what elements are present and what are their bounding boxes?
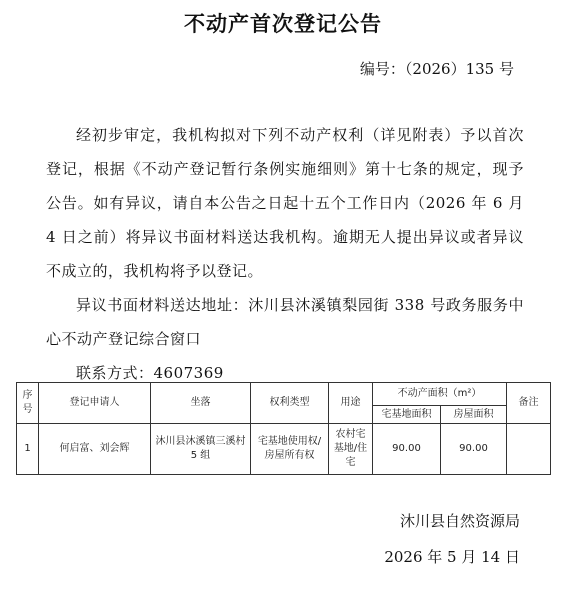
cell-seq: 1 <box>17 424 39 475</box>
table-row <box>17 424 551 475</box>
header-remark: 备注 <box>507 383 551 424</box>
header-area-group: 不动产面积（m²） <box>373 383 507 406</box>
cell-land-area: 90.00 <box>373 424 441 475</box>
header-house-area: 房屋面积 <box>441 406 507 424</box>
header-land-area: 宅基地面积 <box>373 406 441 424</box>
notice-body <box>46 118 524 390</box>
contact-info: 联系方式：4607369 <box>76 364 224 382</box>
cell-applicant: 何启富、刘会辉 <box>39 424 151 475</box>
header-seq: 序号 <box>17 383 39 424</box>
header-location: 坐落 <box>151 383 251 424</box>
objection-address-paragraph: 异议书面材料送达地址：沐川县沐溪镇梨园街 338 号政务服务中心不动产登记综合窗口 <box>46 296 524 348</box>
notice-title: 不动产首次登记公告 <box>184 12 382 36</box>
issue-date: 2026 年 5 月 14 日 <box>384 548 520 566</box>
cell-house-area: 90.00 <box>441 424 507 475</box>
issuing-organization: 沐川县自然资源局 <box>399 512 520 530</box>
notice-paragraph-main: 经初步审定，我机构拟对下列不动产权利（详见附表）予以首次登记，根据《不动产登记暂行条例实施细则》第十七条的规定，现予公告。如有异议，请自本公告之日起十五个工作日内（2026 年 6 月 4 日之前）将异议书面材料送达我机构。逾期无人提出异议或者异议不成立的，我机构将予以登记。 <box>46 126 524 280</box>
cell-usage: 农村宅基地/住宅 <box>329 424 373 475</box>
header-applicant: 登记申请人 <box>39 383 151 424</box>
document-number: 编号：（2026）135 号 <box>359 60 514 78</box>
header-usage: 用途 <box>329 383 373 424</box>
cell-right-type: 宅基地使用权/房屋所有权 <box>251 424 329 475</box>
cell-remark <box>507 424 551 475</box>
registration-table <box>16 382 551 475</box>
cell-location: 沐川县沐溪镇三溪村 5 组 <box>151 424 251 475</box>
header-right-type: 权利类型 <box>251 383 329 424</box>
